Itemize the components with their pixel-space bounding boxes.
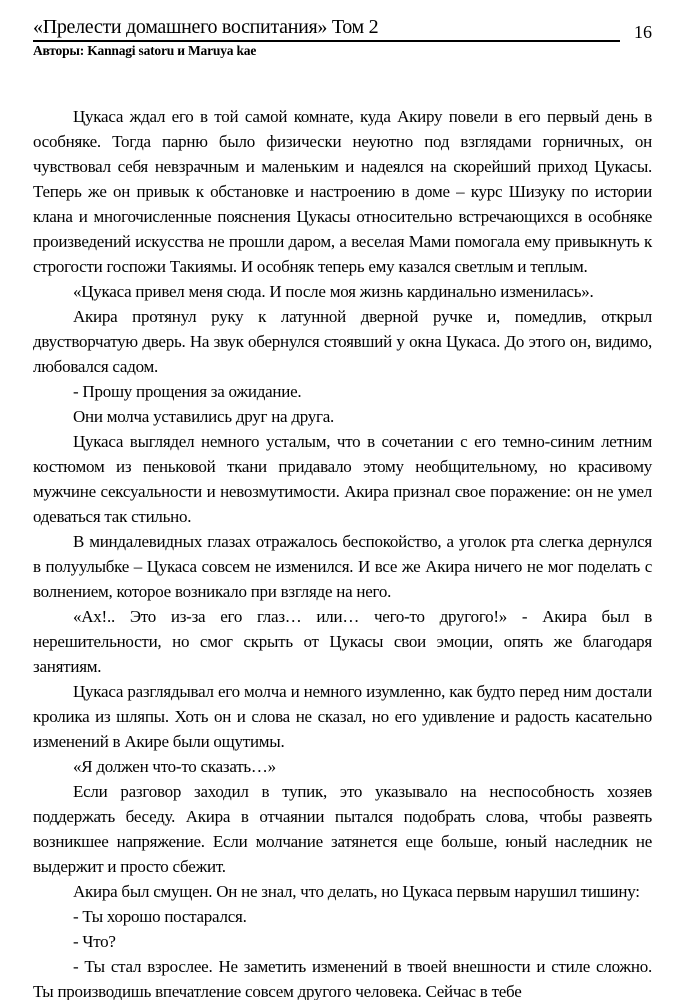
page-header <box>33 16 652 59</box>
paragraph: Цукаса ждал его в той самой комнате, куда Акиру повели в его первый день в особняке. Тогда парню было физически неуютно под взглядами горничных, он чувствовал себя невзрачным и маленьким и надеялся на скорейший приход Цукасы. Теперь же он привык к обстановке и настроению в доме – курс Шизуку по истории клана и многочисленные пояснения Цукасы относительно встречающихся в особняке произведений искусства не прошли даром, а веселая Мами помогала ему привыкнуть к строгости госпожи Такиямы. И особняк теперь ему казался светлым и теплым. <box>33 107 652 276</box>
paragraph: - Что? <box>73 932 116 951</box>
paragraph: - Ты хорошо постарался. <box>73 907 247 926</box>
title-row <box>33 16 652 42</box>
authors-line: Авторы: Kannagi satoru и Maruya kae <box>33 43 257 58</box>
paragraph: В миндалевидных глазах отражалось беспокойство, а уголок рта слегка дернулся в полуулыбке – Цукаса совсем не изменился. И все же Акира ничего не мог поделать с волнением, которое возникало при взгляде на него. <box>33 532 652 601</box>
book-title: «Прелести домашнего воспитания» Том 2 <box>33 16 379 38</box>
paragraph: Цукаса разглядывал его молча и немного изумленно, как будто перед ним достали кролика из шляпы. Хоть он и слова не сказал, но его удивление и радость касательно изменений в Акире были ощутимы. <box>33 682 652 751</box>
body-text <box>33 104 652 1000</box>
paragraph: Акира был смущен. Он не знал, что делать, но Цукаса первым нарушил тишину: <box>73 882 640 901</box>
paragraph: «Ах!.. Это из-за его глаз… или… чего-то другого!» - Акира был в нерешительности, но смог скрыть от Цукасы свои эмоции, опять же благодаря занятиям. <box>33 607 652 676</box>
paragraph: Акира протянул руку к латунной дверной ручке и, помедлив, открыл двустворчатую дверь. На звук обернулся стоявший у окна Цукаса. До этого он, видимо, любовался садом. <box>33 307 652 376</box>
paragraph: Они молча уставились друг на друга. <box>73 407 335 426</box>
paragraph: - Прошу прощения за ожидание. <box>73 382 302 401</box>
paragraph: - Ты стал взрослее. Не заметить изменений в твоей внешности и стиле сложно. Ты производишь впечатление совсем другого человека. Сейчас в тебе <box>33 957 652 1000</box>
paragraph: Цукаса выглядел немного усталым, что в сочетании с его темно-синим летним костюмом из пеньковой ткани придавало этому необщительному, но красивому мужчине сексуальности и невозмутимости. Акира признал свое поражение: он не умел одеваться так стильно. <box>33 432 652 526</box>
title-underline <box>33 16 620 42</box>
paragraph: «Я должен что-то сказать…» <box>73 757 276 776</box>
page-number: 16 <box>634 22 652 42</box>
paragraph: «Цукаса привел меня сюда. И после моя жизнь кардинально изменилась». <box>73 282 594 301</box>
paragraph: Если разговор заходил в тупик, это указывало на неспособность хозяев поддержать беседу. Акира в отчаянии пытался подобрать слова, чтобы развеять возникшее напряжение. Если молчание затянется еще больше, юный наследник не выдержит и просто сбежит. <box>33 782 652 876</box>
